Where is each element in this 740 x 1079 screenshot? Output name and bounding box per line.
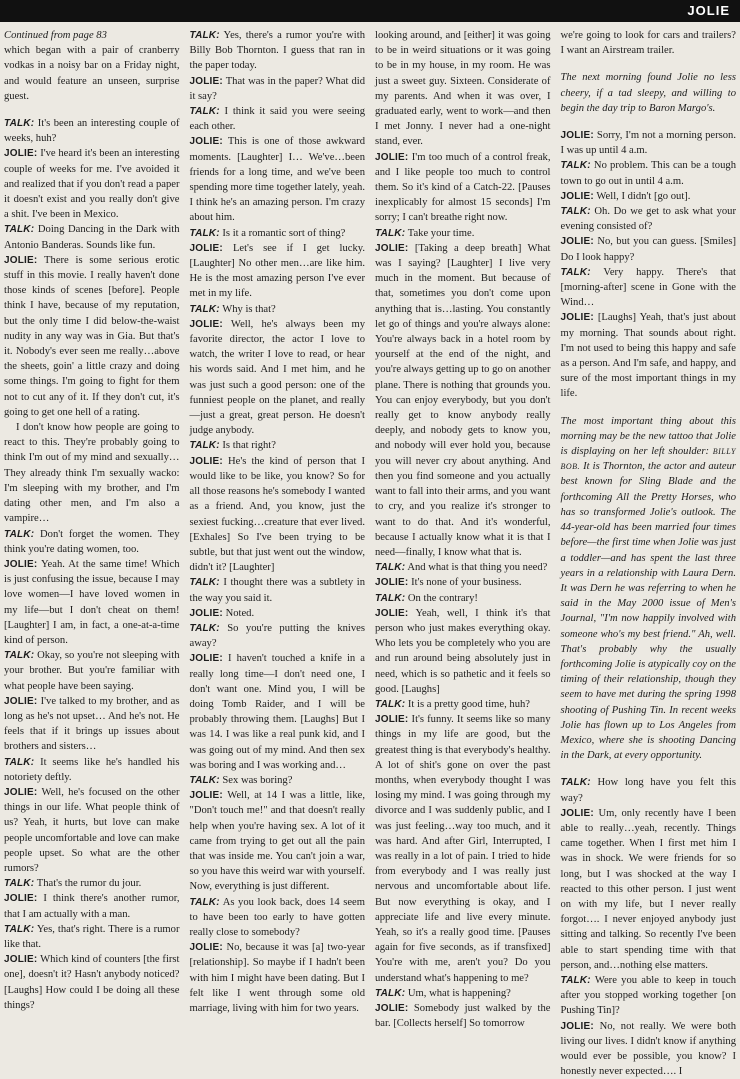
- qa-paragraph: JOLIE: I've talked to my brother, and as long as he's not upset… And he's not. He feels that if it brings up issues about brothers and sisters…: [4, 695, 180, 753]
- qa-paragraph: TALK: As you look back, does 14 seem to have been too early to have gotten really close to somebody?: [189, 896, 365, 938]
- qa-paragraph: TALK: It's been an interesting couple of weeks, huh?: [4, 118, 180, 145]
- qa-paragraph: TALK: So you're putting the knives away?: [189, 622, 365, 650]
- qa-paragraph: JOLIE: Sorry, I'm not a morning person. I was up until 4 a.m.: [560, 130, 736, 157]
- column-2: [189, 28, 366, 1014]
- qa-paragraph: TALK: That's the rumor du jour.: [4, 878, 142, 890]
- qa-paragraph: JOLIE: Noted.: [189, 607, 255, 619]
- qa-paragraph: JOLIE: [Laughs] Yeah, that's just about my morning. That sounds about right. I'm not used to being this happy and safe as a person. And I'm safe, and happy, and sure of the most important things in my life.: [560, 312, 736, 400]
- intro-paragraph: Continued from page 83 which began with a pair of cranberry vodkas in a noisy bar on a Friday night, and would feature an unseen, surprise guest.: [4, 30, 180, 102]
- qa-paragraph: JOLIE: No, because it was [a] two-year [relationship]. So maybe if I hadn't been with him I might have been dating. But I felt like I went through some old marriage, living with him for two years.: [189, 942, 365, 1014]
- qa-paragraph: JOLIE: There is some serious erotic stuff in this movie. I really haven't done those kinds of scenes [before]. People think I have, because of my reputation, but the only time I did below-the-waist nudity in any way was in Gia. But that's it. Nobody's ever seen me really…above the sheets, goin' a little crazy and doing some things. I'm going to fight for them not to cut any of it. If they don't cut, it's going to get one hell of a rating.: [4, 254, 180, 418]
- qa-paragraph: looking around, and [either] it was going to be in weird situations or it was going to be in my house, in my room. He was just a sweet guy. Sixteen. Considerate of my parents. And when it was over, I graduated early, went to work—and then I met Jonny. I never had a one-night stand, ever.: [375, 30, 551, 148]
- qa-paragraph: TALK: No problem. This can be a tough town to go out in until 4 a.m.: [560, 160, 736, 187]
- qa-paragraph: TALK: Very happy. There's that [morning-after] scene in Gone with the Wind…: [560, 266, 736, 309]
- qa-paragraph: JOLIE: No, not really. We were both living our lives. I didn't know if anything would ever be possible, you know? I honestly never expected…. I: [560, 1020, 737, 1078]
- narrative-paragraph: The next morning found Jolie no less cheery, if a tad sleepy, and willing to begin the day trip to Baron Margo's.: [560, 72, 736, 114]
- qa-paragraph: JOLIE: This is one of those awkward moments. [Laughter] I… We've…been friends for a long time, and we've been spending more time together lately, yeah. I think he's an amazing person. I'm crazy about him.: [189, 136, 365, 224]
- qa-paragraph: JOLIE: He's the kind of person that I would like to be like, you know? So for all those reasons he's somebody I wanted as a friend. And, you know, just the sexiest fucking…creature that ever lived. [Exhales] So I've been trying to be subtle, but that just went out the window, didn't it? [Laughter]: [189, 455, 365, 574]
- qa-paragraph: I don't know how people are going to react to this. They're probably going to think I'm out of my mind and sexually… They already think I'm sexually wacko: I'm sleeping with my brother, and I'm dating other men, and I'm also a vampire…: [4, 422, 180, 525]
- qa-paragraph: TALK: Oh. Do we get to ask what your evening consisted of?: [560, 206, 737, 233]
- qa-paragraph: JOLIE: That was in the paper? What did it say?: [189, 75, 365, 102]
- qa-paragraph: TALK: Sex was boring?: [189, 774, 293, 786]
- qa-paragraph: JOLIE: Yeah, well, I think it's that person who just makes everything okay. Who lets you be completely who you are and run around being absolutely just in need, which is so pathetic and it feels so good. [Laughs]: [375, 607, 551, 695]
- qa-paragraph: JOLIE: [Taking a deep breath] What was I saying? [Laughter] I live very much in the moment. But because of that, sometimes you don't come upon anything that is…lasting. You constantly let go of things and you're always alone: You're always back in a hotel room by yourself at the end of the night, and you're always getting up to go on another plane. There is nothing that grounds you. You can enjoy everybody, but you don't really get to know anybody really deeply, and nobody gets to know you, and nobody will ever hold you, because you will never cry about anything. And then you find someone and you actually want to fall into their arms, and you want to cry, and you realize it's stronger to want to do that. And it's wonderful, because I actually know what it is that I need—finally, I know what that is.: [375, 242, 551, 558]
- qa-paragraph: TALK: Is it a romantic sort of thing?: [189, 227, 346, 239]
- qa-paragraph: JOLIE: I think there's another rumor, that I am actually with a man.: [4, 893, 180, 920]
- qa-paragraph: JOLIE: Somebody just walked by the bar. [Collects herself] So tomorrow: [375, 1003, 551, 1030]
- continued-note: Continued from page 83: [4, 30, 107, 41]
- qa-paragraph: JOLIE: Which kind of counters [the first one], doesn't it? Hasn't anybody noticed? [Laughs] How could I be doing all these things?: [4, 954, 180, 1011]
- qa-paragraph: TALK: Yes, there's a rumor you're with Billy Bob Thornton. I guess that ran in the paper today.: [189, 30, 365, 72]
- qa-paragraph: JOLIE: Well, I didn't [go out].: [560, 190, 691, 202]
- qa-paragraph: JOLIE: Well, he's always been my favorite director, the actor I love to watch, the writer I love to read, or hear his words said. And I met him, and he was just such a good person: one of the funniest people on the planet, and really—just a great, great person. He doesn't judge anybody.: [189, 318, 365, 437]
- qa-paragraph: JOLIE: I haven't touched a knife in a really long time—I don't need one, I don't want one. Mind you, I will be doing Tomb Raider, and I will be probably throwing them. [Laughs] But I was 14. I was like a real punk kid, and I was going out of my mind. And then sex was boring and I was working and…: [189, 653, 365, 771]
- qa-paragraph: TALK: On the contrary!: [375, 592, 478, 604]
- qa-paragraph: TALK: Why is that?: [189, 303, 276, 315]
- qa-paragraph: we're going to look for cars and trailers? I want an Airstream trailer.: [560, 30, 736, 57]
- qa-paragraph: TALK: How long have you felt this way?: [560, 777, 736, 804]
- qa-paragraph: JOLIE: I've heard it's been an interesting couple of weeks for me. I've avoided it and realized that if you don't read a paper it doesn't exist and you really don't give a shit. I've been in Mexico.: [4, 148, 180, 221]
- qa-paragraph: JOLIE: It's none of your business.: [375, 577, 522, 589]
- qa-paragraph: TALK: Take your time.: [375, 227, 475, 239]
- qa-paragraph: JOLIE: I'm too much of a control freak, and I like people too much to control them. So it's kind of a Catch-22. [Pauses inexplicably for almost 15 seconds] I'm sorry; I can't breathe right now.: [375, 151, 551, 224]
- qa-paragraph: JOLIE: Yeah. At the same time! Which is just confusing the issue, because I may love women—I have loved women in my life—but I don't cheat on them! [Laughter] I am, in fact, a one-at-a-time kind of person.: [4, 558, 180, 646]
- column-4: [560, 28, 737, 1078]
- qa-paragraph: TALK: I thought there was a subtlety in the way you said it.: [189, 577, 365, 604]
- qa-paragraph: TALK: Is that right?: [189, 440, 276, 452]
- running-head: JOLIE: [687, 3, 730, 18]
- qa-paragraph: JOLIE: Well, he's focused on the other things in our life. What people think of us? Yeah, it hurts, but love can make people uncomfortable and love can make people upset. So what are the other rumors?: [4, 786, 180, 874]
- qa-paragraph: TALK: And what is that thing you need?: [375, 562, 548, 574]
- column-3: [375, 28, 551, 1030]
- qa-paragraph: TALK: Um, what is happening?: [375, 987, 511, 999]
- qa-paragraph: TALK: It seems like he's handled his notoriety deftly.: [4, 756, 180, 783]
- qa-paragraph: TALK: It is a pretty good time, huh?: [375, 698, 531, 710]
- qa-paragraph: JOLIE: No, but you can guess. [Smiles] Do I look happy?: [560, 236, 736, 263]
- narrative-paragraph: The most important thing about this morning may be the new tattoo that Jolie is displaying on her left shoulder: BILLY BOB. It is Thornton, the actor and auteur best known for Sling Blade and the forthcoming All the Pretty Horses, who has so transformed Jolie's outlook. The 44-year-old has been married four times before—the first time when Jolie was just a toddler—and has spent the last three years in a relationship with Laura Dern. It was Dern he was referring to when he said in the May 2000 issue of Men's Journal, "I'm now happily involved with someone who's my best friend." Ah, well. That's probably why the usually forthcoming Jolie is atypically coy on the timing of their relationship, though they seem to have met during the spring 1998 shooting of Pushing Tin. In recent weeks Jolie has flown up to Los Angeles from Mexico, where she is shooting Dancing in the Dark, at every opportunity.: [560, 415, 737, 762]
- qa-paragraph: TALK: Were you able to keep in touch after you stopped working together [on Pushing Tin]?: [560, 974, 736, 1017]
- qa-paragraph: TALK: Okay, so you're not sleeping with your brother. But you're familiar with what people have been saying.: [4, 650, 180, 692]
- qa-paragraph: JOLIE: Let's see if I get lucky. [Laughter] No other men…are like him. He is the most amazing person I've ever met in my life.: [189, 242, 365, 300]
- qa-paragraph: JOLIE: Well, at 14 I was a little, like, "Don't touch me!" and that doesn't really help when you're having sex. A lot of it came from trying to get out all the pain that was inside me. You can't join a war, so you have this weird war with yourself. Now, everything is just different.: [189, 790, 365, 893]
- column-1: [4, 28, 180, 1011]
- qa-paragraph: TALK: Don't forget the women. They think you're dating women, too.: [4, 528, 180, 555]
- qa-paragraph: TALK: I think it said you were seeing each other.: [189, 106, 365, 133]
- top-bar: [0, 0, 740, 22]
- qa-paragraph: JOLIE: Um, only recently have I been able to really…yeah, recently. Things came together. When I first met him I was in shock. We were friends for so long, but I was shocked at the way I reacted to this other person. I just went on with my life, but I never really forgot…. I never enjoyed anybody just sitting and talking. So recently I've been able to start spending time with that person, and…nothing else matters.: [560, 807, 736, 971]
- article-body: [4, 28, 737, 1078]
- qa-paragraph: TALK: Doing Dancing in the Dark with Antonio Banderas. Sounds like fun.: [4, 224, 180, 251]
- qa-paragraph: JOLIE: It's funny. It seems like so many things in my life are good, but the greatest thing is that everybody's healthy. A lot of shit's gone on over the past months, when everybody thought I was losing my mind. I was going through my divorce and I was suddenly public, and I was just feeling…way too much, and it was hard. And after Girl, Interrupted, I was really in a lot of pain. I tried to hide from everybody and I was really just nervous and uncomfortable about life. But now everything is okay, and I appreciate life and live every minute. Yeah, so it's a really good time. [Pauses again for five seconds, as if transfixed] You're with me, aren't you? Do you understand what's happening to me?: [375, 714, 551, 984]
- qa-paragraph: TALK: Yes, that's right. There is a rumor like that.: [4, 923, 180, 950]
